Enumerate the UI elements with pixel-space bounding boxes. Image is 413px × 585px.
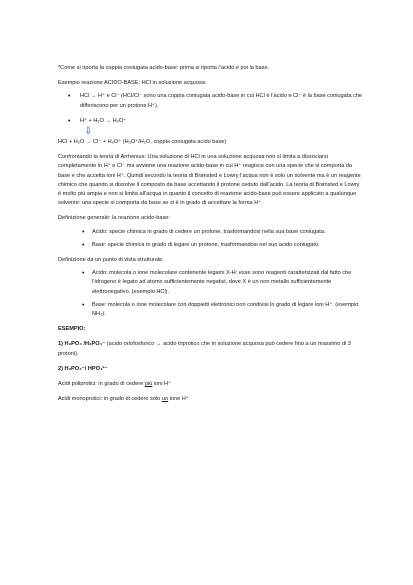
list-item: • Base: specie chimica in grado di legare un protone, trasformandosi nel suo acido coniugato. bbox=[58, 241, 362, 250]
list-item: • Acido: specie chimica in grado di cedere un protone, trasformandosi nella sua base coniugata. bbox=[58, 228, 362, 237]
monoprotic-prefix: Acidi monoprotici: in grado di cedere solo bbox=[58, 396, 162, 403]
down-arrow-icon: ⇩ bbox=[84, 126, 93, 138]
list-item: • Base: molecola o ione molecolare con doppietti elettronici non condivisi in grado di legare ioni H⁺. (esempio NH₃). bbox=[58, 301, 362, 319]
polyprotic-suffix: ioni H⁺ bbox=[152, 381, 172, 388]
monoprotic-suffix: ione H⁺ bbox=[168, 396, 189, 403]
structural-definition-title: Definizione da un punto di vista strutturale: bbox=[58, 257, 164, 264]
example-1-text: (acido ortofosforico → acido triprotico che in soluzione acquosa può cedere fino a un massimo di 3 protoni). bbox=[58, 341, 351, 357]
general-definition-list bbox=[58, 228, 362, 250]
monoprotic-line bbox=[58, 395, 362, 404]
general-definition-title: Definizione generale: la reazione acido-base: bbox=[58, 215, 170, 222]
arrhenius-paragraph: Confrontando la teoria di Arrhenius: Una soluzione di HCl in una soluzione acquosa non si limita a dissociarsi completamente in H⁺ e Cl⁻ ma avviene una reazione acido-base in cui H⁺ reagisce con una specie che si comporta da base e che accetta ioni H⁺. Quindi secondo la teoria di Brønsted e Lowry l’acqua non è solo un solvente ma è un reagente chimico che quando si dissolve il composto da base accettando il protone ceduto dall’acido. La teoria di Brønsted e Lowry è molto più ampia e non si limita all’acqua in quanto il concetto di reazione acido-base può essere applicato a qualunque solvente: una specie si comporta da base se si è in grado di accettare la forma H⁺. bbox=[58, 154, 361, 207]
polyprotic-line bbox=[58, 380, 362, 389]
examples-heading: ESEMPIO: bbox=[58, 326, 86, 333]
polyprotic-prefix: Acidi poliprotici: in grado di cedere bbox=[58, 381, 145, 388]
example-bullet-list bbox=[58, 92, 362, 126]
monoprotic-emphasis: un bbox=[161, 396, 169, 403]
example-bullet: • HCl → H⁺ e Cl⁻ (HCl/Cl⁻ sono una coppia coniugata acido-base in cui HCl è l’acido e Cl⁻ è la base coniugata che differiscono per un protone H⁺). bbox=[58, 92, 362, 110]
example-bullet: • H⁺ + H₂O → H₃O⁺ bbox=[58, 117, 362, 126]
document-page bbox=[58, 64, 362, 410]
example-1 bbox=[58, 340, 362, 358]
structural-definition-list bbox=[58, 269, 362, 319]
list-item: • Acido: molecola o ione molecolare contenente legami X-H: esse sono reagenti caratterizzati dal fatto che l’idrogeno è legato ad atomo sufficientemente negativi, dove X è un non metallo sufficientemente elettronegativo. (esempio HCl). bbox=[58, 269, 362, 297]
arrow-row bbox=[58, 126, 362, 138]
intro-text: *Come si riporta la coppia coniugata acido-base: prima si riporta l’acido e poi la base. bbox=[58, 65, 270, 71]
example-1-label: 1) H₃PO₄ /H₂PO₄⁻ bbox=[58, 341, 106, 348]
example-title: Esempio reazione ACIDO-BASE: HCl in soluzione acquosa: bbox=[58, 80, 207, 87]
example-2-label: 2) H₂PO₄⁻/ HPO₄²⁻ bbox=[58, 365, 108, 372]
polyprotic-emphasis: più bbox=[144, 381, 153, 388]
equation-line: HCl + H₂O → Cl⁻ + H₃O⁺ (H₃O⁺/H₂O, coppia coniugata acido base) bbox=[58, 139, 227, 146]
